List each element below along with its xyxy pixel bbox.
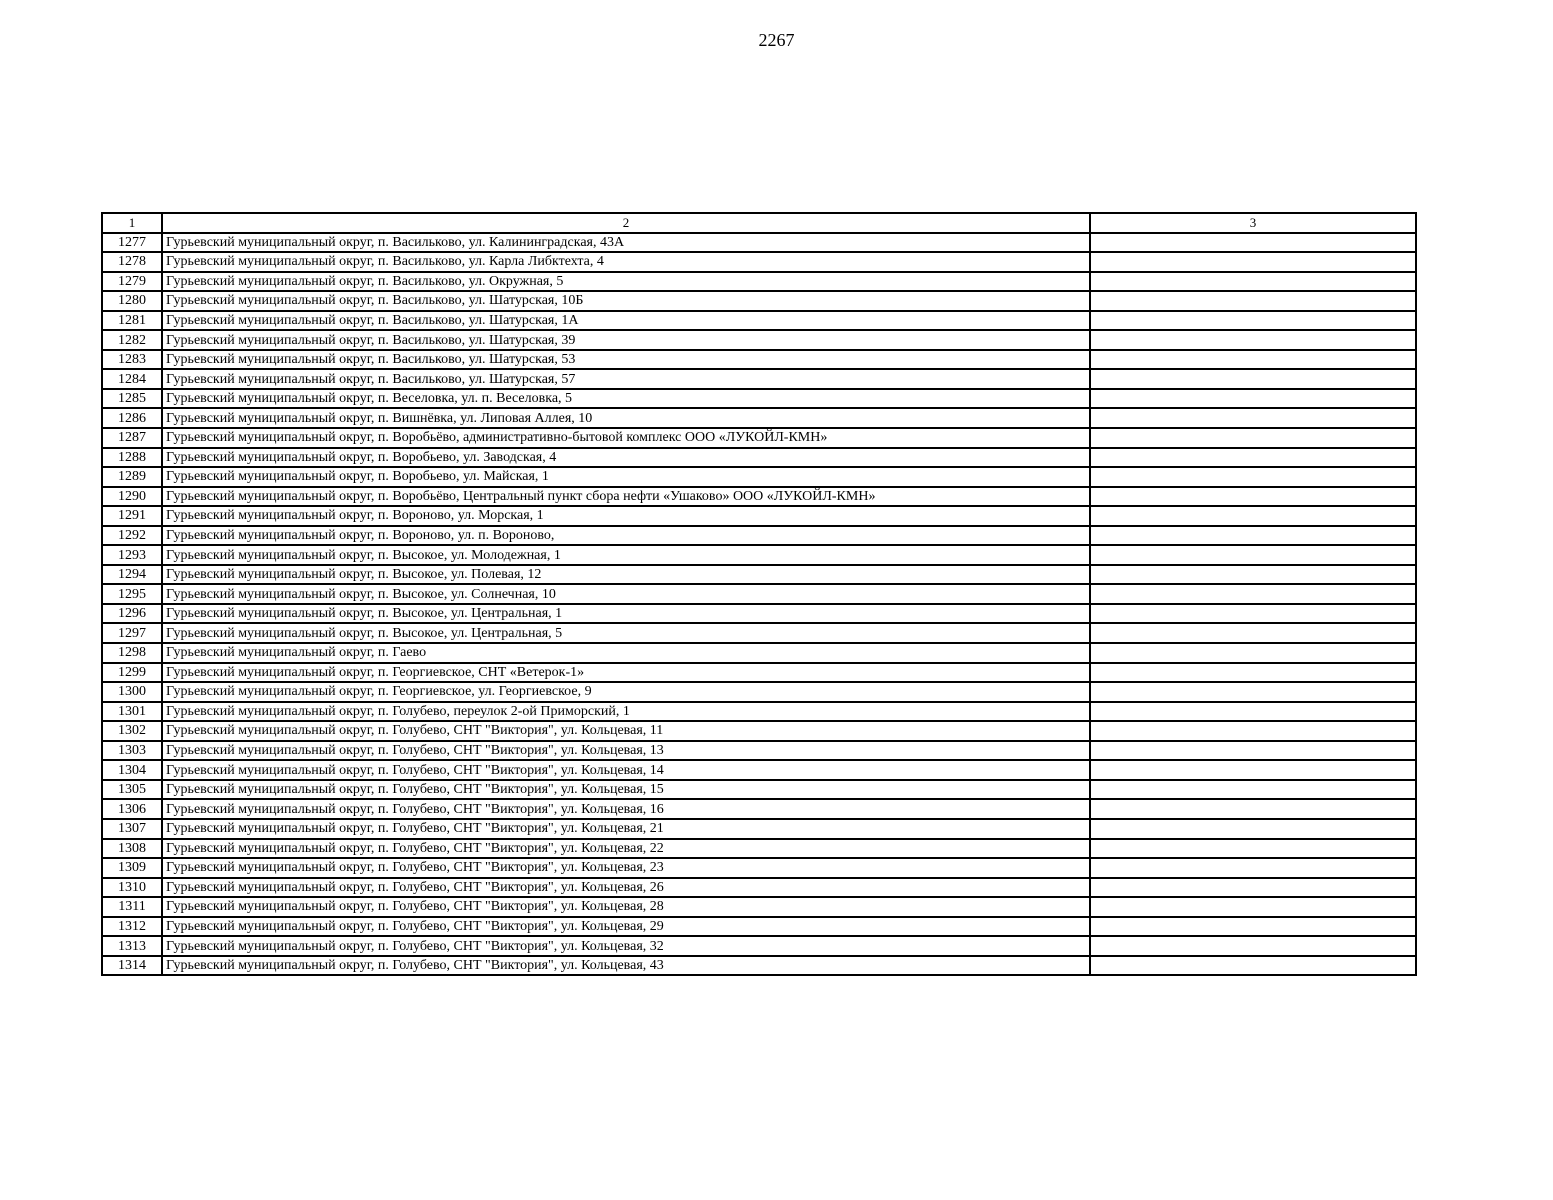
row-number: 1287 (102, 428, 162, 448)
column-header-3: 3 (1090, 213, 1416, 233)
row-number: 1311 (102, 897, 162, 917)
row-number: 1309 (102, 858, 162, 878)
row-column-3 (1090, 467, 1416, 487)
row-column-3 (1090, 584, 1416, 604)
row-address: Гурьевский муниципальный округ, п. Высокое, ул. Солнечная, 10 (162, 584, 1090, 604)
row-address: Гурьевский муниципальный округ, п. Вороново, ул. Морская, 1 (162, 506, 1090, 526)
row-number: 1293 (102, 545, 162, 565)
table-row (102, 623, 1416, 643)
row-number: 1284 (102, 369, 162, 389)
row-number: 1283 (102, 350, 162, 370)
row-column-3 (1090, 819, 1416, 839)
table-row (102, 643, 1416, 663)
table-row (102, 604, 1416, 624)
row-column-3 (1090, 643, 1416, 663)
row-column-3 (1090, 878, 1416, 898)
row-column-3 (1090, 506, 1416, 526)
row-address: Гурьевский муниципальный округ, п. Голубево, СНТ "Виктория", ул. Кольцевая, 26 (162, 878, 1090, 898)
row-address: Гурьевский муниципальный округ, п. Голубево, СНТ "Виктория", ул. Кольцевая, 13 (162, 741, 1090, 761)
row-number: 1286 (102, 408, 162, 428)
row-address: Гурьевский муниципальный округ, п. Вороново, ул. п. Вороново, (162, 526, 1090, 546)
row-column-3 (1090, 252, 1416, 272)
row-address: Гурьевский муниципальный округ, п. Голубево, СНТ "Виктория", ул. Кольцевая, 23 (162, 858, 1090, 878)
row-column-3 (1090, 780, 1416, 800)
row-column-3 (1090, 350, 1416, 370)
table-body (102, 233, 1416, 976)
row-column-3 (1090, 291, 1416, 311)
row-column-3 (1090, 545, 1416, 565)
row-column-3 (1090, 682, 1416, 702)
row-column-3 (1090, 428, 1416, 448)
page-number: 2267 (758, 30, 795, 50)
row-address: Гурьевский муниципальный округ, п. Голубево, СНТ "Виктория", ул. Кольцевая, 29 (162, 917, 1090, 937)
row-number: 1304 (102, 760, 162, 780)
row-column-3 (1090, 487, 1416, 507)
row-column-3 (1090, 917, 1416, 937)
table-row (102, 565, 1416, 585)
row-column-3 (1090, 448, 1416, 468)
row-address: Гурьевский муниципальный округ, п. Георгиевское, СНТ «Ветерок-1» (162, 663, 1090, 683)
row-number: 1306 (102, 799, 162, 819)
row-address: Гурьевский муниципальный округ, п. Веселовка, ул. п. Веселовка, 5 (162, 389, 1090, 409)
row-number: 1291 (102, 506, 162, 526)
row-number: 1285 (102, 389, 162, 409)
row-address: Гурьевский муниципальный округ, п. Голубево, СНТ "Виктория", ул. Кольцевая, 15 (162, 780, 1090, 800)
row-address: Гурьевский муниципальный округ, п. Голубево, СНТ "Виктория", ул. Кольцевая, 11 (162, 721, 1090, 741)
row-column-3 (1090, 936, 1416, 956)
table-row (102, 936, 1416, 956)
row-address: Гурьевский муниципальный округ, п. Воробьево, ул. Майская, 1 (162, 467, 1090, 487)
row-address: Гурьевский муниципальный округ, п. Васильково, ул. Карла Либктехта, 4 (162, 252, 1090, 272)
row-column-3 (1090, 721, 1416, 741)
row-column-3 (1090, 369, 1416, 389)
row-number: 1297 (102, 623, 162, 643)
row-address: Гурьевский муниципальный округ, п. Высокое, ул. Полевая, 12 (162, 565, 1090, 585)
table-row (102, 721, 1416, 741)
row-address: Гурьевский муниципальный округ, п. Васильково, ул. Шатурская, 1А (162, 311, 1090, 331)
row-address: Гурьевский муниципальный округ, п. Гаево (162, 643, 1090, 663)
row-number: 1308 (102, 839, 162, 859)
row-number: 1314 (102, 956, 162, 976)
row-address: Гурьевский муниципальный округ, п. Голубево, СНТ "Виктория", ул. Кольцевая, 16 (162, 799, 1090, 819)
table-row (102, 780, 1416, 800)
row-number: 1294 (102, 565, 162, 585)
column-header-1: 1 (102, 213, 162, 233)
row-address: Гурьевский муниципальный округ, п. Васильково, ул. Шатурская, 10Б (162, 291, 1090, 311)
table-row (102, 760, 1416, 780)
table-row (102, 799, 1416, 819)
row-address: Гурьевский муниципальный округ, п. Васильково, ул. Окружная, 5 (162, 272, 1090, 292)
table-row (102, 350, 1416, 370)
row-number: 1296 (102, 604, 162, 624)
row-address: Гурьевский муниципальный округ, п. Голубево, СНТ "Виктория", ул. Кольцевая, 28 (162, 897, 1090, 917)
table-row (102, 819, 1416, 839)
table-row (102, 291, 1416, 311)
row-column-3 (1090, 408, 1416, 428)
row-column-3 (1090, 956, 1416, 976)
table-row (102, 839, 1416, 859)
row-number: 1288 (102, 448, 162, 468)
row-number: 1305 (102, 780, 162, 800)
row-column-3 (1090, 526, 1416, 546)
row-column-3 (1090, 760, 1416, 780)
row-number: 1277 (102, 233, 162, 253)
row-address: Гурьевский муниципальный округ, п. Васильково, ул. Шатурская, 53 (162, 350, 1090, 370)
row-column-3 (1090, 799, 1416, 819)
table-row (102, 584, 1416, 604)
row-number: 1282 (102, 330, 162, 350)
row-number: 1313 (102, 936, 162, 956)
row-column-3 (1090, 663, 1416, 683)
table-row (102, 272, 1416, 292)
row-address: Гурьевский муниципальный округ, п. Георгиевское, ул. Георгиевское, 9 (162, 682, 1090, 702)
table-row (102, 233, 1416, 253)
address-table (101, 212, 1417, 976)
table-row (102, 682, 1416, 702)
row-number: 1295 (102, 584, 162, 604)
table-row (102, 467, 1416, 487)
row-address: Гурьевский муниципальный округ, п. Воробьёво, Центральный пункт сбора нефти «Ушаково» ООО «ЛУКОЙЛ-КМН» (162, 487, 1090, 507)
row-address: Гурьевский муниципальный округ, п. Высокое, ул. Центральная, 5 (162, 623, 1090, 643)
row-number: 1289 (102, 467, 162, 487)
table-row (102, 311, 1416, 331)
table-row (102, 506, 1416, 526)
row-number: 1279 (102, 272, 162, 292)
row-address: Гурьевский муниципальный округ, п. Голубево, СНТ "Виктория", ул. Кольцевая, 32 (162, 936, 1090, 956)
row-address: Гурьевский муниципальный округ, п. Высокое, ул. Центральная, 1 (162, 604, 1090, 624)
row-address: Гурьевский муниципальный округ, п. Воробьево, ул. Заводская, 4 (162, 448, 1090, 468)
row-address: Гурьевский муниципальный округ, п. Высокое, ул. Молодежная, 1 (162, 545, 1090, 565)
table-row (102, 526, 1416, 546)
row-column-3 (1090, 702, 1416, 722)
table-row (102, 448, 1416, 468)
table-row (102, 878, 1416, 898)
table-row (102, 741, 1416, 761)
table-row (102, 252, 1416, 272)
table-row (102, 858, 1416, 878)
row-column-3 (1090, 311, 1416, 331)
table-row (102, 897, 1416, 917)
row-number: 1280 (102, 291, 162, 311)
row-number: 1292 (102, 526, 162, 546)
row-number: 1303 (102, 741, 162, 761)
table-row (102, 330, 1416, 350)
row-number: 1290 (102, 487, 162, 507)
row-address: Гурьевский муниципальный округ, п. Голубево, СНТ "Виктория", ул. Кольцевая, 21 (162, 819, 1090, 839)
row-address: Гурьевский муниципальный округ, п. Голубево, переулок 2-ой Приморский, 1 (162, 702, 1090, 722)
table-header-row (102, 213, 1416, 233)
row-column-3 (1090, 741, 1416, 761)
row-column-3 (1090, 389, 1416, 409)
column-header-2: 2 (162, 213, 1090, 233)
row-number: 1298 (102, 643, 162, 663)
table-row (102, 545, 1416, 565)
row-number: 1278 (102, 252, 162, 272)
table-row (102, 369, 1416, 389)
row-address: Гурьевский муниципальный округ, п. Васильково, ул. Калининградская, 43А (162, 233, 1090, 253)
row-column-3 (1090, 565, 1416, 585)
row-number: 1300 (102, 682, 162, 702)
row-column-3 (1090, 604, 1416, 624)
row-column-3 (1090, 623, 1416, 643)
row-address: Гурьевский муниципальный округ, п. Вишнёвка, ул. Липовая Аллея, 10 (162, 408, 1090, 428)
table-row (102, 408, 1416, 428)
row-column-3 (1090, 272, 1416, 292)
row-column-3 (1090, 330, 1416, 350)
row-address: Гурьевский муниципальный округ, п. Голубево, СНТ "Виктория", ул. Кольцевая, 43 (162, 956, 1090, 976)
row-column-3 (1090, 839, 1416, 859)
row-number: 1310 (102, 878, 162, 898)
table-row (102, 663, 1416, 683)
row-number: 1301 (102, 702, 162, 722)
row-number: 1307 (102, 819, 162, 839)
row-number: 1312 (102, 917, 162, 937)
row-number: 1281 (102, 311, 162, 331)
row-column-3 (1090, 233, 1416, 253)
table-row (102, 487, 1416, 507)
row-column-3 (1090, 858, 1416, 878)
row-column-3 (1090, 897, 1416, 917)
row-address: Гурьевский муниципальный округ, п. Голубево, СНТ "Виктория", ул. Кольцевая, 22 (162, 839, 1090, 859)
row-number: 1299 (102, 663, 162, 683)
table-row (102, 917, 1416, 937)
table-row (102, 428, 1416, 448)
table-row (102, 702, 1416, 722)
row-address: Гурьевский муниципальный округ, п. Воробьёво, административно-бытовой комплекс ООО «ЛУКОЙЛ-КМН» (162, 428, 1090, 448)
row-address: Гурьевский муниципальный округ, п. Васильково, ул. Шатурская, 57 (162, 369, 1090, 389)
row-address: Гурьевский муниципальный округ, п. Голубево, СНТ "Виктория", ул. Кольцевая, 14 (162, 760, 1090, 780)
row-address: Гурьевский муниципальный округ, п. Васильково, ул. Шатурская, 39 (162, 330, 1090, 350)
table-row (102, 956, 1416, 976)
table-row (102, 389, 1416, 409)
row-number: 1302 (102, 721, 162, 741)
